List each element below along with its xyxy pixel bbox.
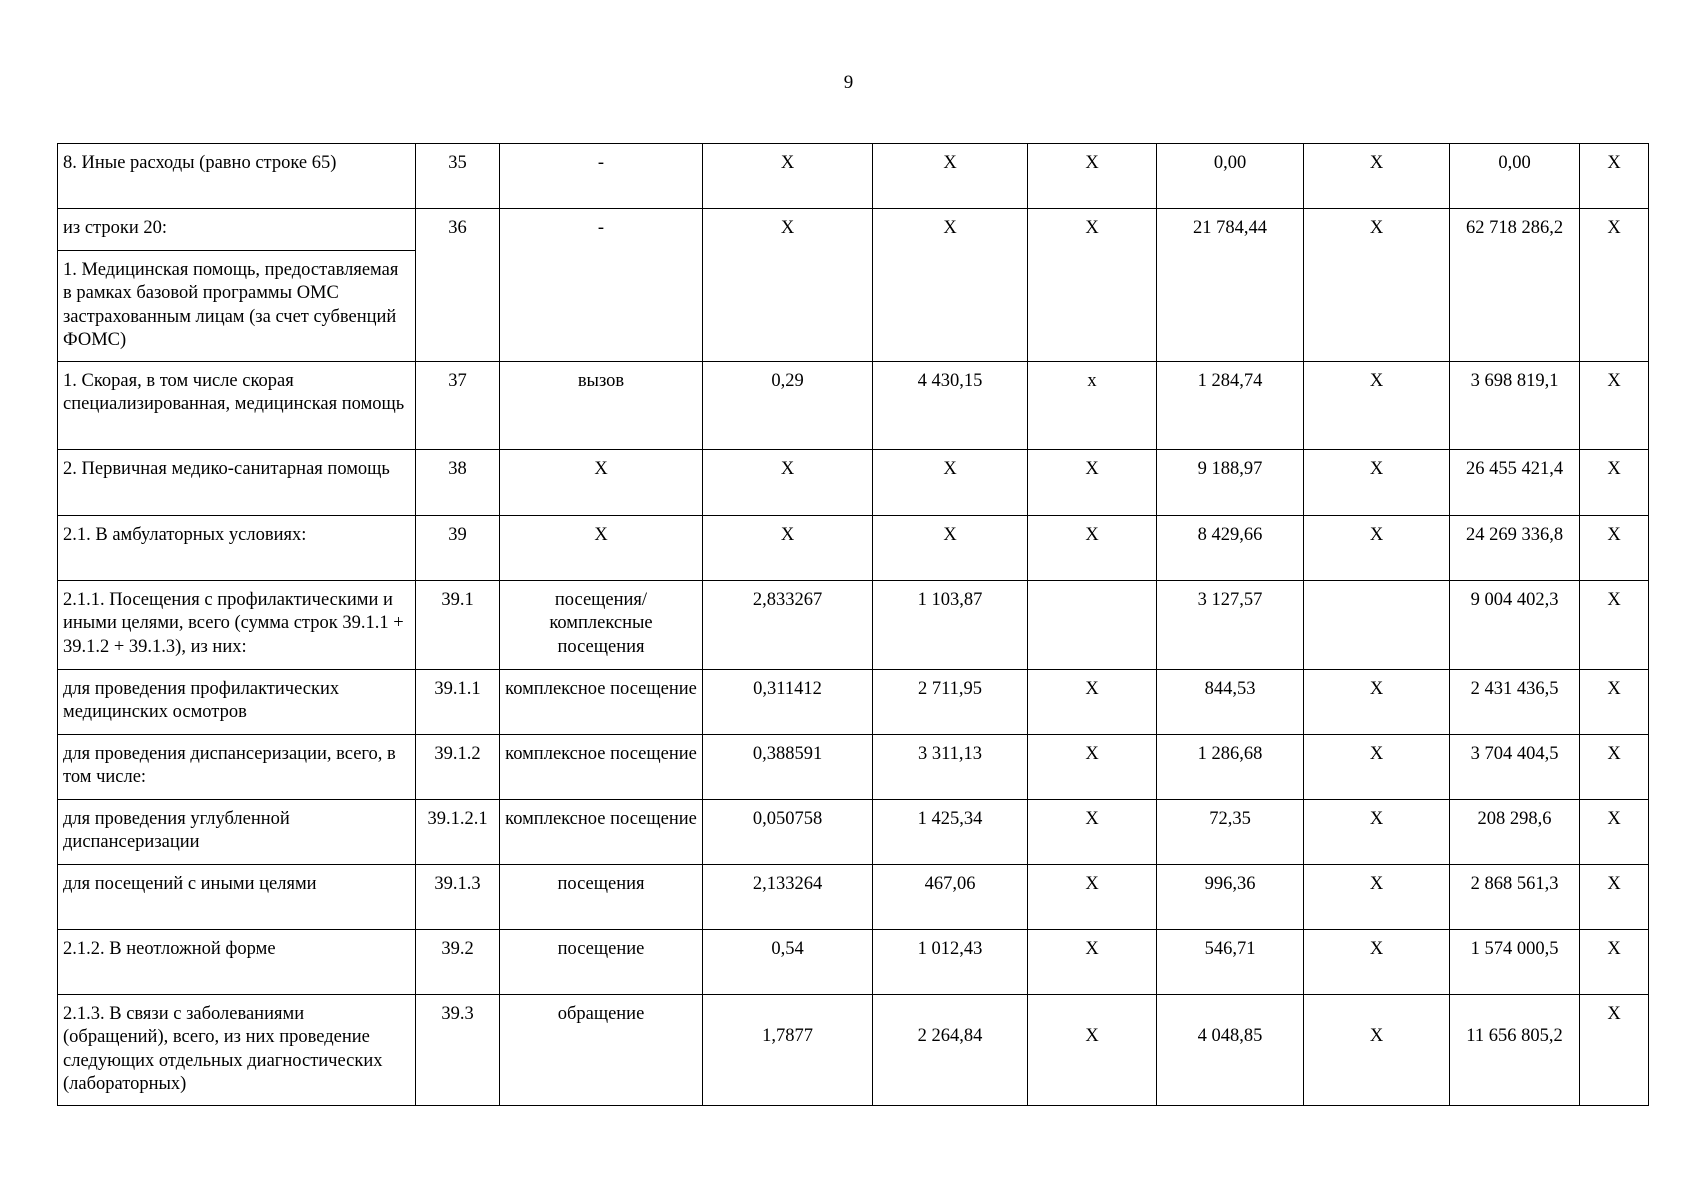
cell-c4: 0,311412 (703, 670, 873, 735)
row-unit: обращение (500, 995, 703, 1106)
cell-c5: 2 264,84 (873, 995, 1028, 1106)
row-unit: комплексное посещение (500, 735, 703, 800)
row-code: 35 (416, 144, 500, 209)
cell-c5: 1 103,87 (873, 581, 1028, 670)
cell-c9: 62 718 286,2 (1450, 209, 1580, 362)
cell-c6: Х (1028, 450, 1157, 516)
table-row (58, 450, 1649, 516)
cell-c9: 11 656 805,2 (1450, 995, 1580, 1106)
row-unit: вызов (500, 362, 703, 450)
cell-c8: Х (1304, 209, 1450, 362)
row-unit: Х (500, 516, 703, 581)
cell-c7: 3 127,57 (1157, 581, 1304, 670)
cell-c6: Х (1028, 735, 1157, 800)
table-row (58, 209, 1649, 251)
table-row (58, 735, 1649, 800)
table-row (58, 865, 1649, 930)
cell-c10: Х (1580, 581, 1649, 670)
row-name: 1. Скорая, в том числе скорая специализированная, медицинская помощь (58, 362, 416, 450)
cell-c9: 26 455 421,4 (1450, 450, 1580, 516)
page-number: 9 (843, 72, 854, 93)
cell-c7: 1 284,74 (1157, 362, 1304, 450)
cell-c5: Х (873, 516, 1028, 581)
cell-c10: Х (1580, 735, 1649, 800)
cell-c4: 2,833267 (703, 581, 873, 670)
cell-c4: 1,7877 (703, 995, 873, 1106)
cell-c7: 9 188,97 (1157, 450, 1304, 516)
cell-c9: 2 431 436,5 (1450, 670, 1580, 735)
cell-c7: 4 048,85 (1157, 995, 1304, 1106)
table-row (58, 516, 1649, 581)
cell-c4: 0,050758 (703, 800, 873, 865)
cell-c4: 0,388591 (703, 735, 873, 800)
cell-c9: 1 574 000,5 (1450, 930, 1580, 995)
cell-c9: 3 698 819,1 (1450, 362, 1580, 450)
cell-c10: Х (1580, 865, 1649, 930)
cell-c7: 996,36 (1157, 865, 1304, 930)
cell-c10: Х (1580, 516, 1649, 581)
cell-c10: Х (1580, 800, 1649, 865)
cell-c7: 72,35 (1157, 800, 1304, 865)
cell-c7: 8 429,66 (1157, 516, 1304, 581)
table-row (58, 930, 1649, 995)
cell-c5: Х (873, 144, 1028, 209)
cell-c4: Х (703, 450, 873, 516)
table-row (58, 800, 1649, 865)
cell-c9: 24 269 336,8 (1450, 516, 1580, 581)
cell-c5: 1 425,34 (873, 800, 1028, 865)
row-code: 39.1.3 (416, 865, 500, 930)
cell-c10: Х (1580, 144, 1649, 209)
row-code: 37 (416, 362, 500, 450)
cell-c8: Х (1304, 362, 1450, 450)
cell-c7: 21 784,44 (1157, 209, 1304, 362)
cell-c8: Х (1304, 144, 1450, 209)
cell-c6: Х (1028, 670, 1157, 735)
cell-c4: Х (703, 516, 873, 581)
cell-c10: Х (1580, 209, 1649, 362)
row-name: 2.1.3. В связи с заболеваниями (обращений), всего, из них проведение следующих отдельных диагностических (лабораторных) (58, 995, 416, 1106)
row-code: 39.1.2.1 (416, 800, 500, 865)
row-name: для проведения профилактических медицинских осмотров (58, 670, 416, 735)
cell-c6: х (1028, 362, 1157, 450)
row-unit: комплексное посещение (500, 670, 703, 735)
cell-c8 (1304, 581, 1450, 670)
cell-c8: Х (1304, 800, 1450, 865)
row-code: 39.2 (416, 930, 500, 995)
cell-c5: 3 311,13 (873, 735, 1028, 800)
row-unit: посещения (500, 865, 703, 930)
cell-c8: Х (1304, 995, 1450, 1106)
cell-c8: Х (1304, 450, 1450, 516)
row-name: для проведения углубленной диспансеризации (58, 800, 416, 865)
row-name: для проведения диспансеризации, всего, в том числе: (58, 735, 416, 800)
cell-c10: Х (1580, 930, 1649, 995)
cell-c8: Х (1304, 930, 1450, 995)
cell-c7: 1 286,68 (1157, 735, 1304, 800)
row-unit: - (500, 209, 703, 362)
cell-c7: 546,71 (1157, 930, 1304, 995)
row-name: 2.1. В амбулаторных условиях: (58, 516, 416, 581)
row-name: 2. Первичная медико-санитарная помощь (58, 450, 416, 516)
row-unit: Х (500, 450, 703, 516)
row-name: 2.1.2. В неотложной форме (58, 930, 416, 995)
cell-c9: 3 704 404,5 (1450, 735, 1580, 800)
row-code: 38 (416, 450, 500, 516)
row-name: 8. Иные расходы (равно строке 65) (58, 144, 416, 209)
cell-c7: 0,00 (1157, 144, 1304, 209)
cell-c6: Х (1028, 800, 1157, 865)
cell-c7: 844,53 (1157, 670, 1304, 735)
cell-c10: Х (1580, 362, 1649, 450)
row-name: 2.1.1. Посещения с профилактическими и иными целями, всего (сумма строк 39.1.1 + 39.1.2 + 39.1.3), из них: (58, 581, 416, 670)
cell-c10: Х (1580, 995, 1649, 1106)
row-code: 39 (416, 516, 500, 581)
row-unit: - (500, 144, 703, 209)
row-code: 36 (416, 209, 500, 362)
cell-c9: 9 004 402,3 (1450, 581, 1580, 670)
row-code: 39.1.2 (416, 735, 500, 800)
table-row (58, 581, 1649, 670)
table-row (58, 362, 1649, 450)
cell-c6: Х (1028, 930, 1157, 995)
cell-c6: Х (1028, 144, 1157, 209)
cell-c4: 0,29 (703, 362, 873, 450)
row-name-detail: 1. Медицинская помощь, предоставляемая в рамках базовой программы ОМС застрахованным лицам (за счет субвенций ФОМС) (58, 251, 416, 362)
cell-c4: Х (703, 144, 873, 209)
cell-c8: Х (1304, 865, 1450, 930)
cell-c9: 208 298,6 (1450, 800, 1580, 865)
cell-c5: 2 711,95 (873, 670, 1028, 735)
row-name: из строки 20: (58, 209, 416, 251)
cell-c4: 0,54 (703, 930, 873, 995)
table-row (58, 670, 1649, 735)
row-name: для посещений с иными целями (58, 865, 416, 930)
row-unit: комплексное посещение (500, 800, 703, 865)
cell-c6: Х (1028, 516, 1157, 581)
row-code: 39.3 (416, 995, 500, 1106)
cell-c6: Х (1028, 209, 1157, 362)
cell-c8: Х (1304, 516, 1450, 581)
cell-c5: 4 430,15 (873, 362, 1028, 450)
cell-c10: Х (1580, 450, 1649, 516)
financing-table (57, 143, 1649, 1106)
row-unit: посещения/ комплексные посещения (500, 581, 703, 670)
cell-c5: 467,06 (873, 865, 1028, 930)
cell-c6 (1028, 581, 1157, 670)
cell-c6: Х (1028, 865, 1157, 930)
cell-c5: Х (873, 450, 1028, 516)
row-code: 39.1 (416, 581, 500, 670)
cell-c6: Х (1028, 995, 1157, 1106)
cell-c5: 1 012,43 (873, 930, 1028, 995)
cell-c9: 2 868 561,3 (1450, 865, 1580, 930)
cell-c10: Х (1580, 670, 1649, 735)
cell-c8: Х (1304, 735, 1450, 800)
table-row (58, 144, 1649, 209)
cell-c4: Х (703, 209, 873, 362)
cell-c8: Х (1304, 670, 1450, 735)
cell-c9: 0,00 (1450, 144, 1580, 209)
table-row (58, 995, 1649, 1106)
row-code: 39.1.1 (416, 670, 500, 735)
cell-c4: 2,133264 (703, 865, 873, 930)
cell-c5: Х (873, 209, 1028, 362)
row-unit: посещение (500, 930, 703, 995)
